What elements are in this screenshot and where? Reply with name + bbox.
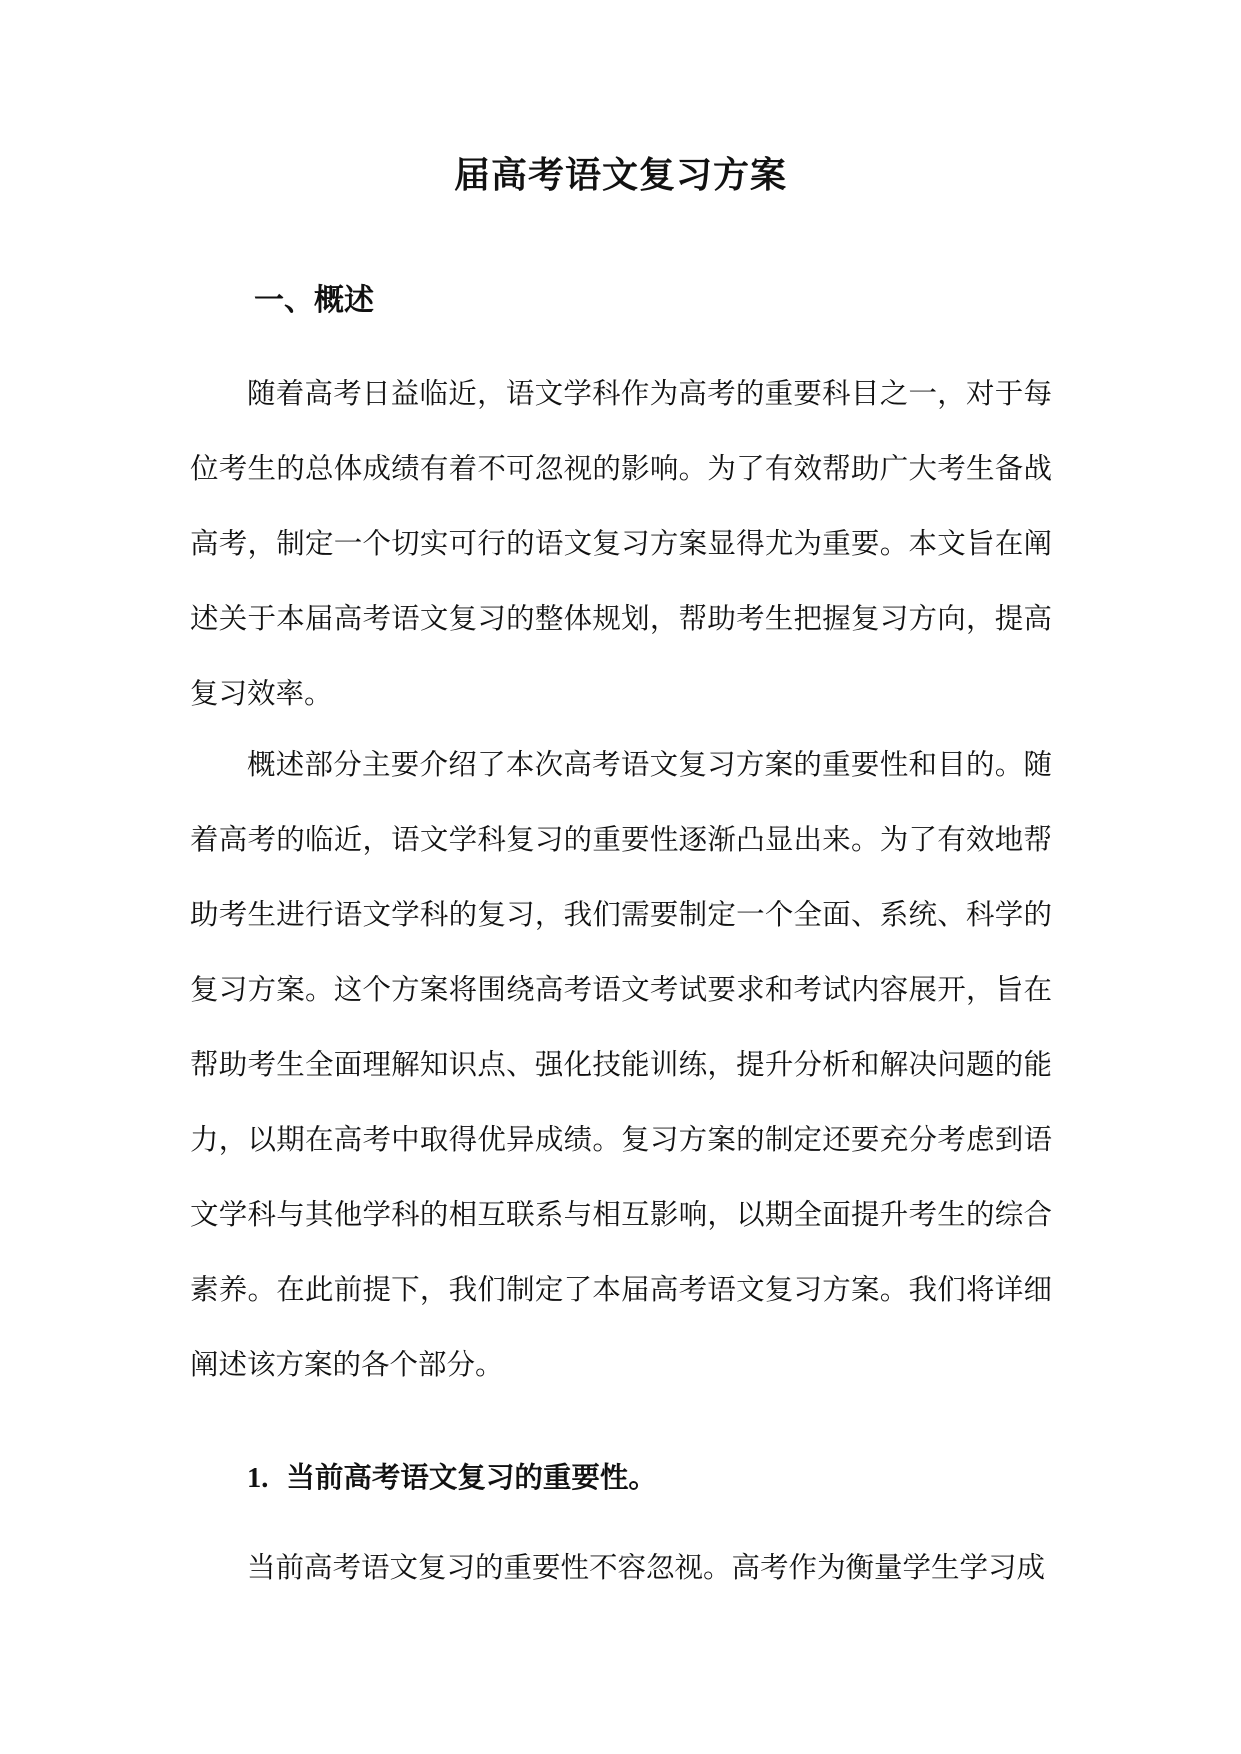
document-title: 届高考语文复习方案 — [453, 154, 787, 196]
subsection-heading-text: 当前高考语文复习的重要性。 — [286, 1460, 657, 1494]
overview-paragraph-1: 随着高考日益临近，语文学科作为高考的重要科目之一，对于每位考生的总体成绩有着不可忽视的影响。为了有效帮助广大考生备战高考，制定一个切实可行的语文复习方案显得尤为重要。本文旨在阐述关于本届高考语文复习的整体规划，帮助考生把握复习方向，提高复习效率。 — [190, 377, 1052, 710]
section-heading-overview: 一、概述 — [254, 283, 374, 318]
subsection-number: 1. — [247, 1463, 269, 1494]
overview-paragraph-2: 概述部分主要介绍了本次高考语文复习方案的重要性和目的。随着高考的临近，语文学科复习的重要性逐渐凸显出来。为了有效地帮助考生进行语文学科的复习，我们需要制定一个全面、系统、科学的复习方案。这个方案将围绕高考语文考试要求和考试内容展开，旨在帮助考生全面理解知识点、强化技能训练，提升分析和解决问题的能力，以期在高考中取得优异成绩。复习方案的制定还要充分考虑到语文学科与其他学科的相互联系与相互影响，以期全面提升考生的综合素养。在此前提下，我们制定了本届高考语文复习方案。我们将详细阐述该方案的各个部分。 — [190, 748, 1052, 1381]
subsection-heading-importance — [247, 1455, 657, 1501]
importance-paragraph: 当前高考语文复习的重要性不容忽视。高考作为衡量学生学习成 — [247, 1551, 1046, 1584]
